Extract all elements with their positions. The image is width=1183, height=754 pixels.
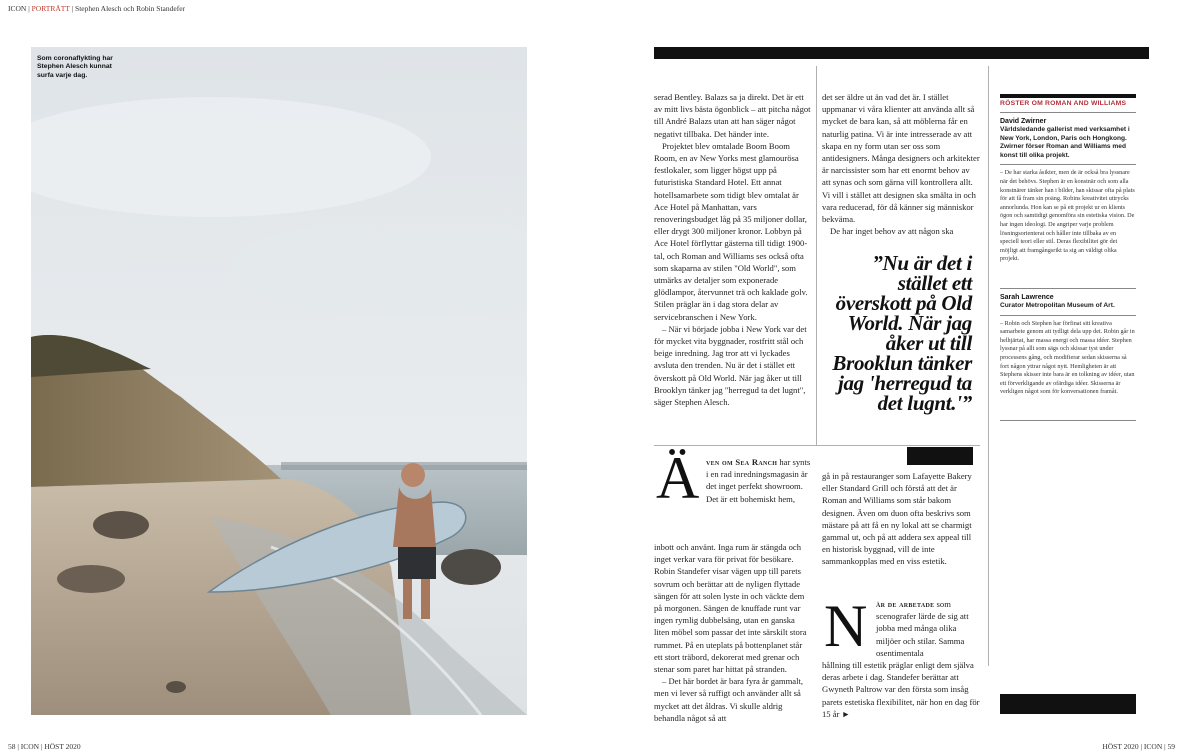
paragraph: serad Bentley. Balazs sa ja direkt. Det är ett av mitt livs bästa ögonblick – att pitcha något till André Balazs utan att han säger något negativt tillbaka. Det händer inte.: [654, 92, 811, 139]
top-black-bar: [654, 47, 1149, 59]
voice-role: Curator Metropolitan Museum of Art.: [1000, 302, 1115, 309]
voice-quote: – De har starka åsikter, men de är också bra lyssnare när det behövs. Stephen är en konstnär och som alla konstnärer tänker han i bilder, han skissar ofta på plats för att få fram sin poäng. Robins kreativitet uttrycks annorlunda. Hon kan se på ett projekt ur en klients ögon och samtidigt genomföra sin estetiska vision. De har ingen ideologi. De angriper varje problem lösningsorienterat och håller inte tillbaka av en speciell teori eller stil. Deras flexibilitet gör det möjligt att framgångsrikt ta sig an väldigt olika projekt.: [1000, 169, 1135, 263]
drop-cap: N: [824, 593, 868, 659]
section2-column-b: [822, 470, 980, 568]
drop-cap: Ä: [656, 445, 700, 511]
quote-black-block: [907, 447, 973, 465]
lead-in: ven om Sea Ranch: [706, 457, 778, 467]
sidebar-rule: [1000, 315, 1136, 316]
section-divider: [654, 445, 980, 446]
paragraph: inbott och använt. Inga rum är stängda och inget verkar vara för privat för besökare. Robin Standefer visar vägen upp till parets sovrum och berättar att de nyligen flyttade sängen för att solen lyste in och väckte dem på morgonen. Sängen de knuffade runt var ingen rymlig dubbelsäng, utan en ganska liten möbel som passar det inte särskilt stora rummet. På en uteplats på bottenplanet står ett stort träbord, dekorerat med grenar och stenar som paret har hittat på stranden.: [654, 542, 807, 675]
sidebar-rule: [1000, 420, 1136, 421]
folio-right: HÖST 2020 | ICON | 59: [1102, 742, 1175, 751]
sidebar-divider: [988, 66, 989, 666]
sidebar-rule: [1000, 112, 1136, 113]
section-label: PORTRÄTT: [31, 4, 70, 13]
paragraph: Projektet blev omtalade Boom Boom Room, en av New Yorks mest glamourösa festlokaler, som ligger högst upp på futuristiska Standard Hotel. Ett annat hotellsamarbete som tidigt blev omtalat är Ace Hotel på Manhattan, vars renoveringsbudget låg på 35 miljoner dollar, eller drygt 300 miljoner kronor. Lobbyn på Ace Hotel förflyttar gästerna till tidigt 1900-tal, och Roman and Williams ses också ofta som skaparna av stilen "Old World", som utmärks av detaljer som exponerade glödlampor, återvunnet trä och kaklade golv. Stilen präglar än i dag stora delar av servicebranschen i New York.: [654, 140, 808, 322]
paragraph: det ser äldre ut än vad det är. I stället uppmanar vi våra klienter att använda allt så mycket de bara kan, så att möblerna får en naturlig patina. Vi är inte intresserade av att skapa en ny form utan ser oss som antidesigners. Många designers och arkitekter är narcissister som har ett enormt behov av att synas och som gärna vill kontrollera allt. Vi vill i stället att designen ska smälta in och vara reducerad, för då känner sig människor bekväma.: [822, 92, 980, 225]
voice-name: David Zwirner: [1000, 118, 1047, 125]
brand-label: ICON: [8, 4, 27, 13]
sidebar-rule: [1000, 288, 1136, 289]
paragraph: hållning till estetik präglar enligt dem själva deras arbete i dag. Standefer berättar att Gwyneth Paltrow var den första som insåg parets estetiska flexibilitet, när hon en dag för 15 år ►: [822, 660, 980, 719]
column-divider: [816, 66, 817, 446]
lead-in: är de arbetade: [876, 599, 935, 609]
subjects-label: Stephen Alesch och Robin Standefer: [75, 4, 186, 13]
section2-column-a: [654, 541, 812, 724]
sidebar-rule: [1000, 164, 1136, 165]
sidebar-title: RÖSTER OM ROMAN AND WILLIAMS: [1000, 100, 1127, 107]
photo-caption: Som coronaflykting har Stephen Alesch kunnat surfa varje dag.: [37, 55, 113, 79]
pull-quote: ”Nu är det i stället ett överskott på Old World. När jag åker ut till Brooklun tänker jag 'herregud ta det lugnt.'”: [832, 251, 972, 415]
article-column-2: [822, 91, 980, 237]
section2-intro: [706, 456, 812, 505]
running-head: ICON | PORTRÄTT | Stephen Alesch och Robin Standefer: [8, 4, 186, 13]
folio-left: 58 | ICON | HÖST 2020: [8, 742, 81, 751]
beach-scene-illustration: [31, 47, 527, 715]
voice-quote: – Robin och Stephen har förfinat sitt kreativa samarbete genom att tydligt dela upp det. Robin går in helhjärtat, har massa energi och massa idéer. Stephen lyssnar på allt som sägs och skissar tyst under processens gång, och modifierar sedan skisserna så fort någon yttrar något nytt. Hemligheten är att Stephens skisser inte bara är en tolkning av idéer, utan ett förverkligande av ofärdiga idéer. Skisserna är verkligen något som för konversationen framåt.: [1000, 319, 1135, 396]
sidebar-top-bar: [1000, 94, 1136, 98]
section3-intro: [876, 598, 980, 659]
paragraph: gå in på restauranger som Lafayette Bakery eller Standard Grill och förstå att det är Roman and Williams som står bakom designen. Även om duon ofta beskrivs som mästare på att få en ny lokal att se charmigt gammal ut, och på att addera sex appeal till en historisk byggnad, vill de inte sammankopplas med en viss estetik.: [822, 471, 972, 567]
paragraph: – När vi började jobba i New York var det för mycket vita byggnader, rostfritt stål och beige inredning. Jag tror att vi lyckades avsluta den trenden. Nu är det i stället ett överskott på Old World. När jag åker ut till Brooklyn tänker jag "herregud ta det lugnt", säger Stephen Alesch.: [654, 323, 807, 408]
intro-text: har synts i en rad inredningsmagasin är det inget perfekt showroom. Det är ett bohemiskt hem,: [706, 457, 811, 504]
section3-body: [822, 659, 980, 720]
sidebar-voice-2: [1000, 293, 1136, 397]
article-column-1: [654, 91, 812, 408]
paragraph: De har inget behov av att någon ska: [830, 226, 954, 237]
voice-role: Världsledande gallerist med verksamhet i New York, London, Paris och Hongkong. Zwirner förser Roman and Williams med konst till olika projekt.: [1000, 126, 1130, 159]
paragraph: – Det här bordet är bara fyra år gammalt, men vi lever så ruffigt och använder allt så mycket att det åldras. Vi skulle aldrig behandla något så att: [654, 676, 804, 723]
voice-name: Sarah Lawrence: [1000, 294, 1054, 301]
sidebar-voice-1: [1000, 117, 1136, 264]
surfer-photo: [31, 47, 527, 715]
intro-text: som scenografer lärde de sig att jobba med många olika miljöer och stilar. Samma osentimentala: [876, 599, 969, 658]
sidebar-bottom-block: [1000, 694, 1136, 714]
